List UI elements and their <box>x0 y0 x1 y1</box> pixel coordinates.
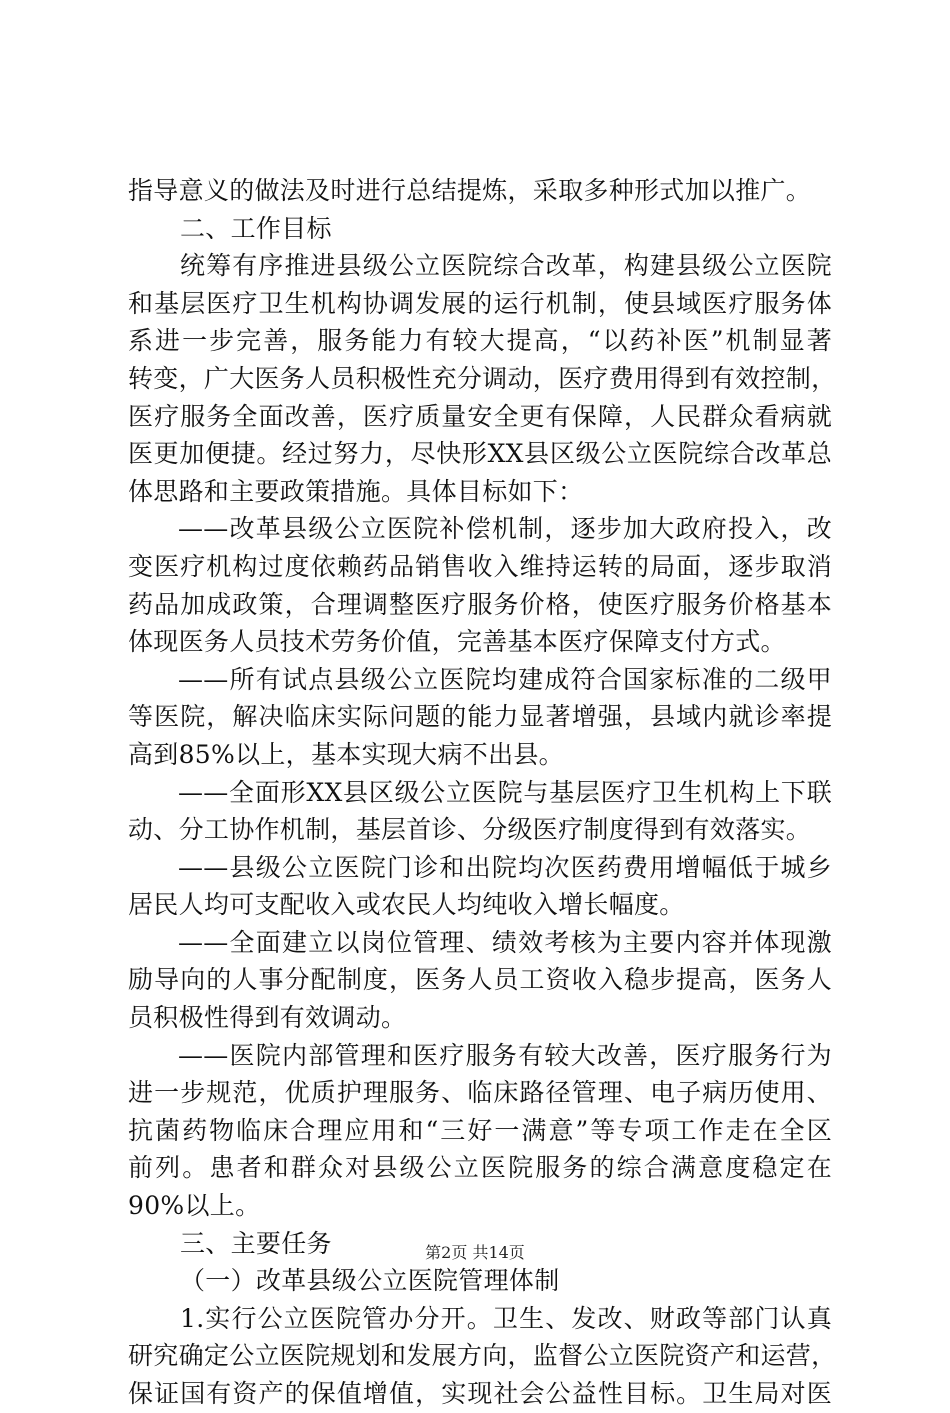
text-line: 研究确定公立医院规划和发展方向，监督公立医院资产和运营， <box>128 1341 837 1371</box>
text-line: 抗菌药物临床合理应用和“三好一满意”等专项工作走在全区 <box>128 1115 832 1145</box>
text-line: ——县级公立医院门诊和出院均次医药费用增幅低于城乡 <box>178 852 832 882</box>
page-number-footer: 第2页 共14页 <box>425 1243 525 1262</box>
text-line: ——全面建立以岗位管理、绩效考核为主要内容并体现激 <box>178 927 832 957</box>
text-line: 体思路和主要政策措施。具体目标如下： <box>128 476 584 506</box>
body-text <box>128 172 837 1413</box>
text-line: 和基层医疗卫生机构协调发展的运行机制，使县域医疗服务体 <box>128 288 832 318</box>
text-line: 前列。患者和群众对县级公立医院服务的综合满意度稳定在 <box>128 1153 832 1183</box>
text-line: ——改革县级公立医院补偿机制，逐步加大政府投入，改 <box>178 514 832 544</box>
text-line: 变医疗机构过度依赖药品销售收入维持运转的局面，逐步取消 <box>128 551 832 581</box>
text-line: 90%以上。 <box>128 1191 261 1221</box>
text-line: 医疗服务全面改善，医疗质量安全更有保障，人民群众看病就 <box>128 401 832 431</box>
text-line: 统筹有序推进县级公立医院综合改革，构建县级公立医院 <box>180 251 832 281</box>
text-line: 系进一步完善，服务能力有较大提高，“以药补医”机制显著 <box>128 326 832 356</box>
text-line: ——医院内部管理和医疗服务有较大改善，医疗服务行为 <box>178 1040 832 1070</box>
text-line: 指导意义的做法及时进行总结提炼，采取多种形式加以推广。 <box>128 176 812 205</box>
text-line: 高到85%以上，基本实现大病不出县。 <box>128 739 564 769</box>
text-line: 医更加便捷。经过努力，尽快形XX县区级公立医院综合改革总 <box>128 439 832 469</box>
text-line: 居民人均可支配收入或农民人均纯收入增长幅度。 <box>128 890 685 920</box>
text-line: ——所有试点县级公立医院均建成符合国家标准的二级甲 <box>178 664 832 694</box>
subsection-heading: （一）改革县级公立医院管理体制 <box>180 1266 560 1296</box>
text-line: 动、分工协作机制，基层首诊、分级医疗制度得到有效落实。 <box>128 815 812 845</box>
text-line: 1.实行公立医院管办分开。卫生、发改、财政等部门认真 <box>180 1303 832 1333</box>
text-line: 体现医务人员技术劳务价值，完善基本医疗保障支付方式。 <box>128 627 786 657</box>
text-line: 药品加成政策，合理调整医疗服务价格，使医疗服务价格基本 <box>128 589 832 619</box>
text-line: 进一步规范，优质护理服务、临床路径管理、电子病历使用、 <box>128 1078 832 1108</box>
text-line: 员积极性得到有效调动。 <box>128 1003 407 1033</box>
text-line: 等医院，解决临床实际问题的能力显著增强，县域内就诊率提 <box>128 702 832 732</box>
text-line: 保证国有资产的保值增值，实现社会公益性目标。卫生局对医 <box>128 1379 832 1408</box>
section-heading: 二、工作目标 <box>180 213 332 243</box>
text-line: ——全面形XX县区级公立医院与基层医疗卫生机构上下联 <box>178 777 832 807</box>
text-line: 转变，广大医务人员积极性充分调动，医疗费用得到有效控制， <box>128 363 837 393</box>
section-heading: 三、主要任务 <box>180 1228 332 1258</box>
text-line: 励导向的人事分配制度，医务人员工资收入稳步提高，医务人 <box>128 965 832 995</box>
